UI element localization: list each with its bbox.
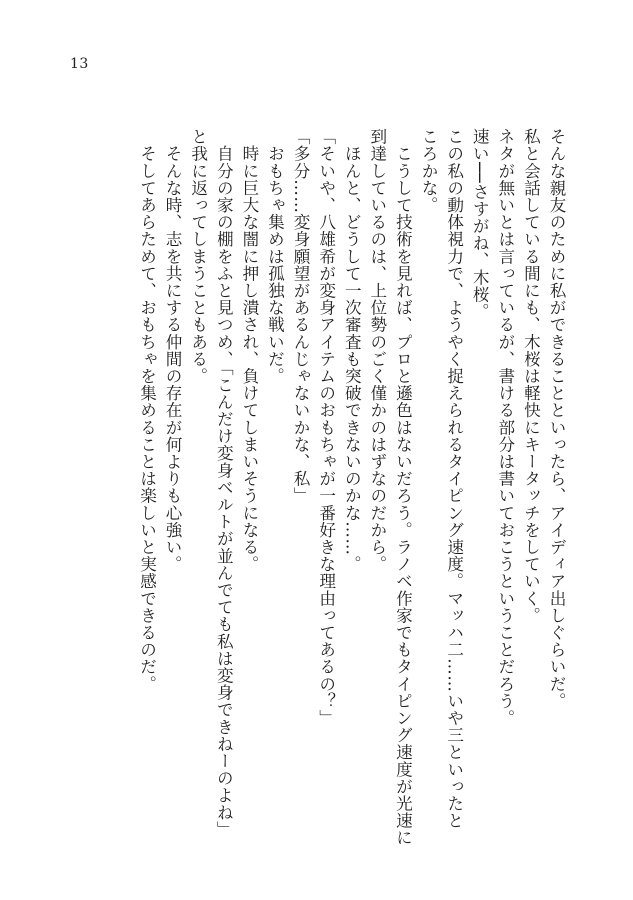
page-number: 13 <box>70 56 89 72</box>
text-line: 私と会話している間にも、木桜は軽快にキータッチをしていく。 <box>521 128 541 624</box>
text-line: おもちゃ集めは孤独な戦いだ。 <box>265 128 285 385</box>
text-line: 「多分……変身願望があるんじゃないかな、私」 <box>291 128 311 505</box>
text-line: ネタが無いとは言っているが、書ける部分は書いておこうということだろう。 <box>495 128 515 727</box>
text-line: この私の動体視力で、ようやく捉えられるタイピング速度。マッハ二……いや三といったと <box>444 128 464 830</box>
text-line: 時に巨大な闇に押し潰され、負けてしまいそうになる。 <box>239 128 259 573</box>
text-line: そしてあらためて、おもちゃを集めることは楽しいと実感できるのだ。 <box>137 128 157 693</box>
text-line: そんな親友のために私ができることといったら、アイディア出しぐらいだ。 <box>547 128 566 710</box>
text-line: ころかな。 <box>419 128 439 214</box>
text-line: こうして技術を見れば、プロと遜色はないだろう。ラノベ作家でもタイピング速度が光速に <box>393 128 413 847</box>
text-line: 「そいや、八雄希が変身アイテムのおもちゃが一番好きな理由ってあるの？」 <box>316 128 336 727</box>
text-line: 到達しているのは、上位勢のごく僅かのはずなのだから。 <box>367 128 387 573</box>
text-line: 自分の家の棚をふと見つめ、「こんだけ変身ベルトが並んでても私は変身できねーのよね」 <box>214 128 234 838</box>
text-line: と我に返ってしまうこともある。 <box>188 128 208 385</box>
text-line: 速い──さすがね、木桜。 <box>470 128 490 320</box>
text-line: そんな時、志を共にする仲間の存在が何よりも心強い。 <box>163 128 183 573</box>
body-text <box>69 128 569 848</box>
text-line: ほんと、どうして一次審査も突破できないのかな……。 <box>342 128 362 573</box>
